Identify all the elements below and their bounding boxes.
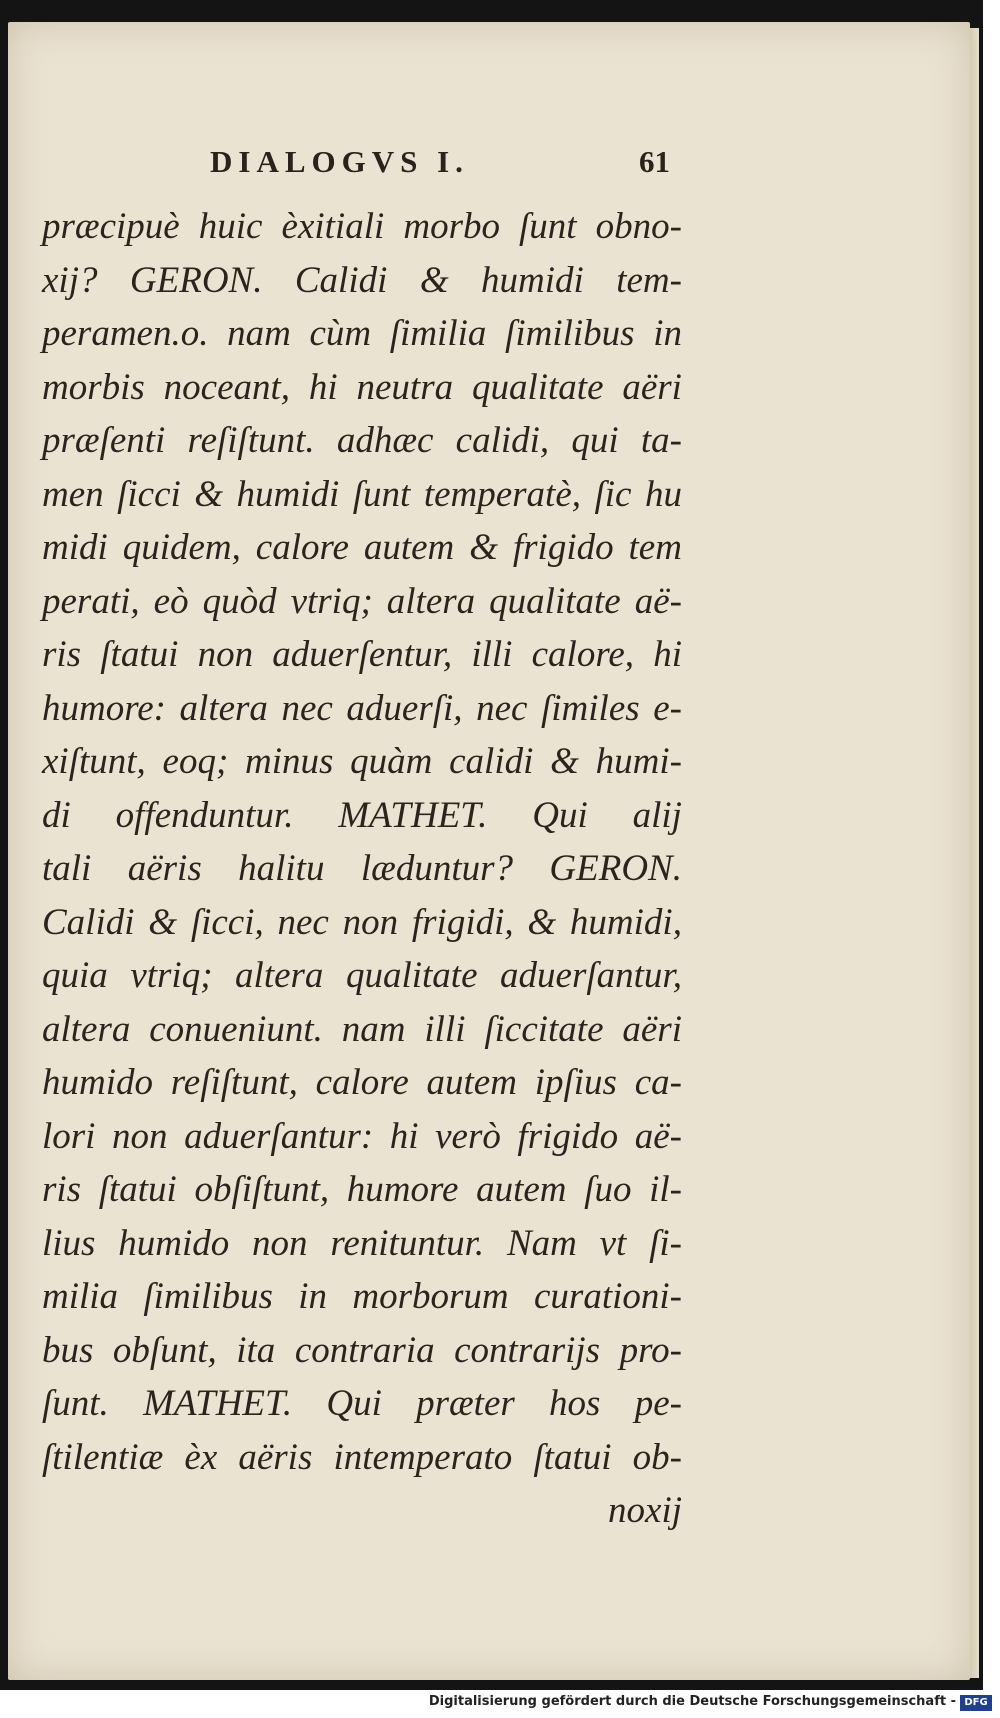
- text-line: præſenti reſiſtunt. adhæc calidi, qui ta-: [42, 420, 682, 461]
- text-line: Calidi & ſicci, nec non frigidi, & humidi,: [42, 901, 682, 943]
- text-line: di offenduntur. MATHET. Qui alij: [42, 794, 682, 836]
- text-line: xij? GERON. Calidi & humidi tem-: [42, 259, 682, 301]
- footer-bar: [0, 1690, 1000, 1718]
- running-head: [210, 144, 670, 184]
- dfg-logo: DFG: [960, 1695, 992, 1711]
- text-line: peramen.o. nam cùm ſimilia ſimilibus in: [42, 313, 682, 354]
- text-line: ris ſtatui non aduerſentur, illi calore, hi: [42, 634, 682, 675]
- text-line: perati, eò quòd vtriq; altera qualitate aë-: [42, 580, 682, 622]
- text-line: midi quidem, calore autem & frigido tem: [42, 527, 682, 568]
- text-line: quia vtriq; altera qualitate aduerſantur,: [42, 955, 682, 996]
- catchword: noxij: [608, 1490, 682, 1531]
- text-line: milia ſimilibus in morborum curationi-: [42, 1276, 682, 1317]
- text-line: lius humido non renituntur. Nam vt ſi-: [42, 1222, 682, 1264]
- text-line: ſtilentiæ èx aëris intemperato ſtatui ob-: [42, 1436, 682, 1478]
- text-line: humore: altera nec aduerſi, nec ſimiles e-: [42, 687, 682, 729]
- text-line: tali aëris halitu læduntur? GERON.: [42, 848, 682, 889]
- text-line: humido reſiſtunt, calore autem ipſius ca-: [42, 1062, 682, 1103]
- text-block: [42, 200, 682, 1538]
- text-line: lori non aduerſantur: hi verò frigido aë-: [42, 1115, 682, 1157]
- text-line: xiſtunt, eoq; minus quàm calidi & humi-: [42, 741, 682, 782]
- text-line: men ſicci & humidi ſunt temperatè, ſic hu: [42, 473, 682, 515]
- book-page: [8, 22, 970, 1680]
- running-head-title: DIALOGVS I.: [210, 144, 469, 179]
- text-line: altera conueniunt. nam illi ſiccitate aëri: [42, 1008, 682, 1050]
- text-line: ſunt. MATHET. Qui præter hos pe-: [42, 1383, 682, 1424]
- text-line: morbis noceant, hi neutra qualitate aëri: [42, 366, 682, 408]
- text-line: bus obſunt, ita contraria contrarijs pro-: [42, 1329, 682, 1371]
- text-line: præcipuè huic èxitiali morbo ſunt obno-: [42, 206, 682, 247]
- text-line: ris ſtatui obſiſtunt, humore autem ſuo il-: [42, 1169, 682, 1210]
- page-number: 61: [639, 144, 670, 179]
- funding-credit: Digitalisierung gefördert durch die Deutsche Forschungsgemeinschaft -: [428, 1694, 956, 1709]
